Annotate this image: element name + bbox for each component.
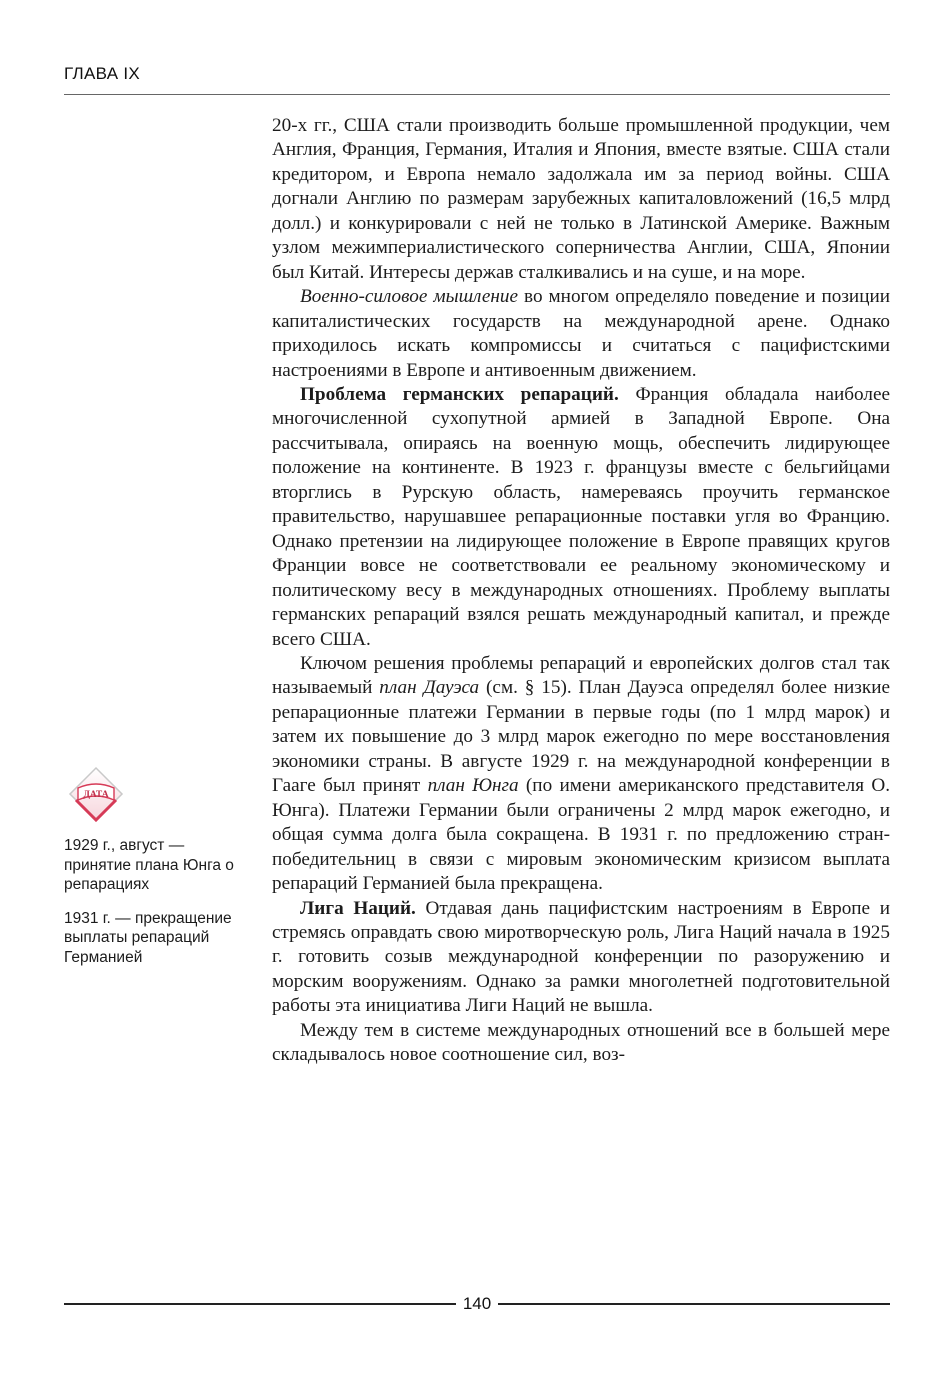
paragraph-text: Отдавая дань пацифистским настроениям в Европе и стремясь оправдать свою миротворческую роль, Лига Наций начала в 1925 г. готовить созыв международной конференции по разоружению и морским вооружениям. Однако за рамки многолетней подготовительной работы эта инициатива Лиги Наций не вышла. xyxy=(272,897,890,1017)
section-heading-reparations: Проблема германских репараций. xyxy=(300,383,619,405)
paragraph-league-of-nations xyxy=(272,897,890,1019)
paragraph-text: Франция обладала наиболее многочисленной сухопутной армией в Западной Европе. Она рассчитывала, опираясь на военную мощь, обеспечить лидирующее положение на континенте. В 1923 г. французы вместе с бельгийцами вторглись в Рурскую область, намереваясь проучить германское правительство, нарушавшее репарационные поставки угля во Францию. Однако претензии на лидирующее положение в Европе правящих кругов Франции вовсе не соответствовали ее реальному экономическому и политическому весу в международных отношениях. Проблему выплаты германских репараций взялся решать международный капитал, и прежде всего США. xyxy=(272,383,891,650)
footer-rule-right xyxy=(498,1303,890,1305)
paragraph-us-economy: 20-х гг., США стали производить больше промышленной продукции, чем Англия, Франция, Германия, Италия и Япония, вместе взятые. США стали кредитором, и Европа немало задолжала им за период войны. США догнали Англию по размерам зарубежных капиталовложений (16,5 млрд долл.) и конкурировали с ней не только в Латинской Америке. Важным узлом межимпериалистического соперничества Англии, США, Японии был Китай. Интересы держав сталкивались и на суше, и на море. xyxy=(272,115,890,283)
paragraph-text: (см. § 15). План Дауэса определял более низкие репарационные платежи Германии в первые годы (по 1 млрд марок) и затем их повышение до 3 млрд марок ежегодно по мере восстановления экономики страны. В августе 1929 г. на международной конференции в Гааге был принят xyxy=(272,677,890,797)
margin-note-1931: 1931 г. — прекращение выплаты репараций Германией xyxy=(64,909,232,966)
margin-note-1929: 1929 г., август — принятие плана Юнга о репарациях xyxy=(64,837,234,893)
paragraph-text: (по имени американского представителя О. Юнга). Платежи Германии были ограничены 2 млрд марок ежегодно, и общая сумма долга была сокращена. В 1931 г. по предложению стран-победительниц в связи с мировым экономическим кризисом выплата репараций Германией была прекращена. xyxy=(272,775,890,895)
page-footer xyxy=(64,1294,890,1314)
chapter-header: ГЛАВА IX xyxy=(64,64,141,83)
main-text-column xyxy=(272,114,890,1068)
term-military-thinking: Военно-силовое мышление xyxy=(300,286,519,308)
paragraph-reparations-problem xyxy=(272,383,890,652)
term-young-plan: план Юнга xyxy=(427,775,519,797)
footer-rule-left xyxy=(64,1303,456,1305)
date-badge-icon xyxy=(68,766,124,822)
header-divider xyxy=(64,94,890,95)
paragraph-text: Ключом решения проблемы репараций и европейских долгов стал так называемый xyxy=(272,652,890,699)
paragraph-military-thinking xyxy=(272,285,890,383)
term-dawes-plan: план Дауэса xyxy=(379,677,480,699)
page-number: 140 xyxy=(462,1294,492,1313)
paragraph-balance-of-power: Между тем в системе международных отношений все в большей мере складывалось новое соотношение сил, воз- xyxy=(272,1019,890,1066)
paragraph-dawes-young-plans xyxy=(272,652,890,897)
paragraph-text: во многом определяло поведение и позиции капиталистических государств на международной арене. Однако приходилось искать компромиссы и считаться с пацифистскими настроениями в Европе и антивоенным движением. xyxy=(272,286,890,381)
date-badge-label: ДАТА xyxy=(83,790,109,800)
section-heading-league: Лига Наций. xyxy=(300,897,416,919)
margin-sidebar xyxy=(64,766,254,981)
